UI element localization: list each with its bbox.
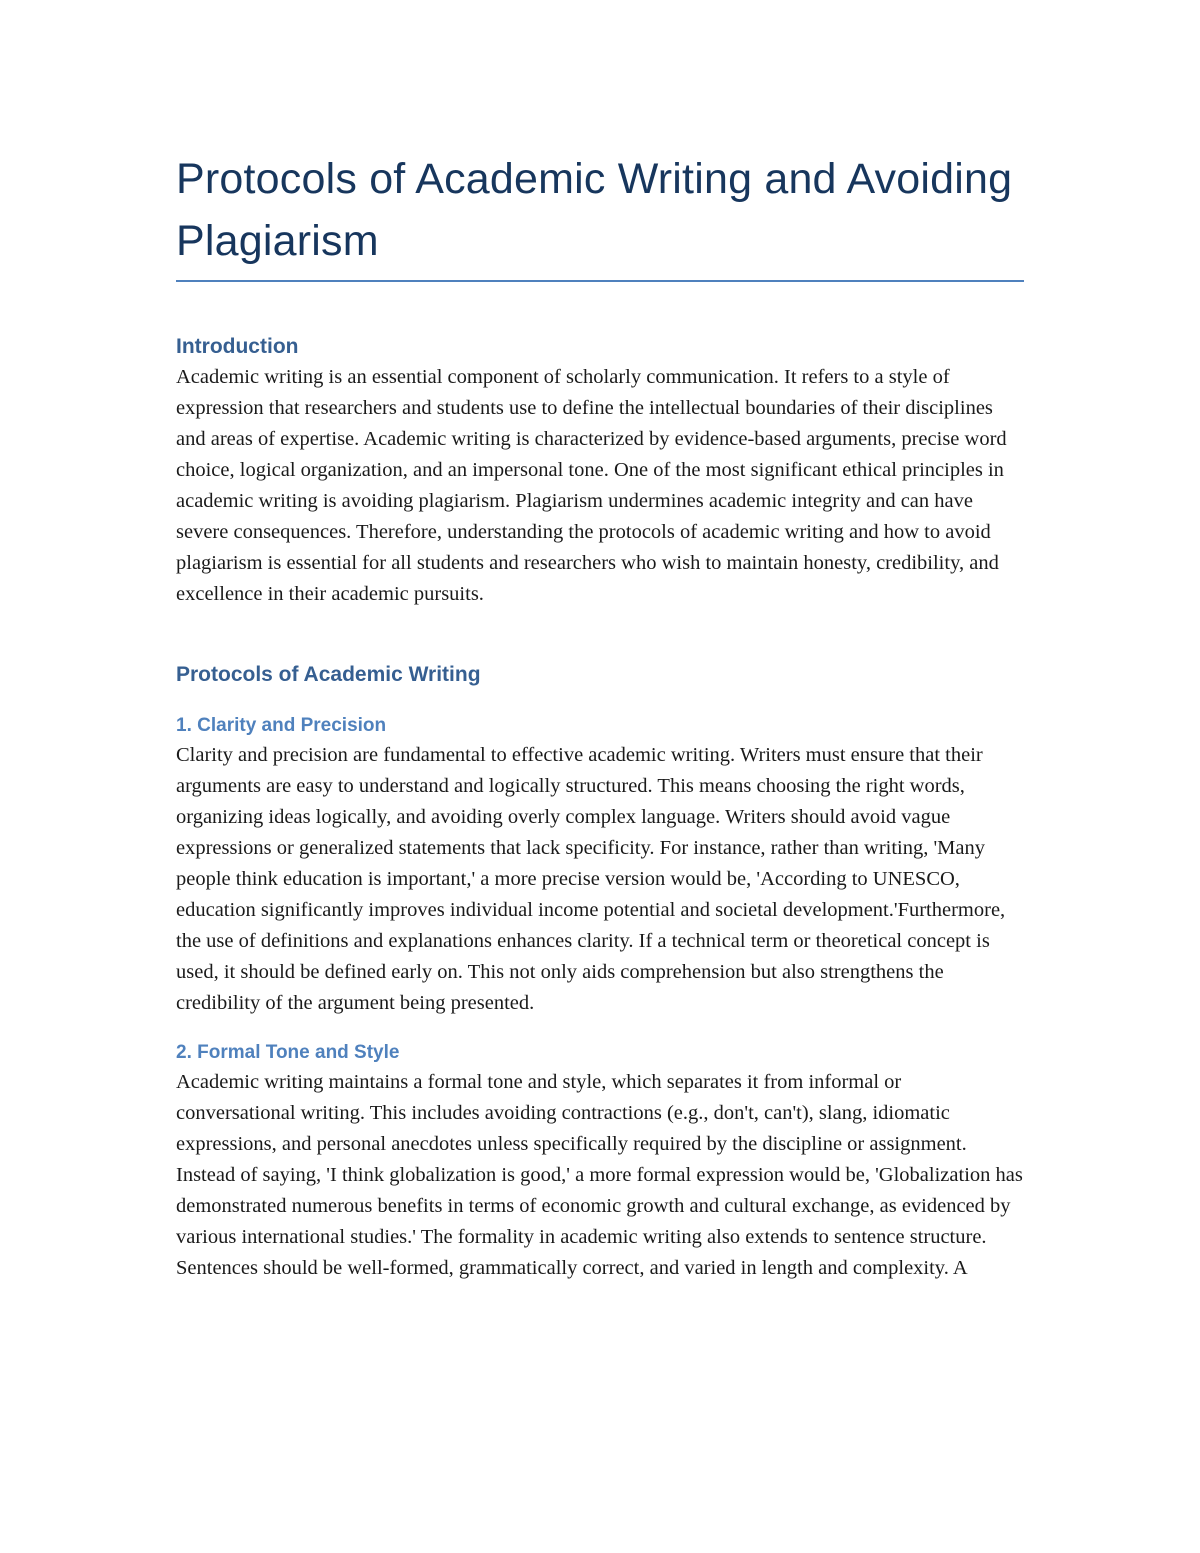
formal-tone-paragraph: Academic writing maintains a formal tone and style, which separates it from informal or conversational writing. This includes avoiding contractions (e.g., don't, can't), slang, idiomatic expressions, and personal anecdotes unless specifically required by the discipline or assignment. Instead of saying, 'I think globalization is good,' a more formal expression would be, 'Globalization has demonstrated numerous benefits in terms of economic growth and cultural exchange, as evidenced by various international studies.' The formality in academic writing also extends to sentence structure. Sentences should be well-formed, grammatically correct, and varied in length and complexity. A xyxy=(176,1071,1023,1279)
subsection-clarity xyxy=(176,712,1024,1019)
title-underline xyxy=(176,280,1024,282)
document-page xyxy=(176,148,1024,1284)
clarity-heading: 1. Clarity and Precision xyxy=(176,715,387,736)
protocols-heading: Protocols of Academic Writing xyxy=(176,663,481,686)
introduction-paragraph: Academic writing is an essential component of scholarly communication. It refers to a style of expression that researchers and students use to define the intellectual boundaries of their disciplines and areas of expertise. Academic writing is characterized by evidence-based arguments, precise word choice, logical organization, and an impersonal tone. One of the most significant ethical principles in academic writing is avoiding plagiarism. Plagiarism undermines academic integrity and can have severe consequences. Therefore, understanding the protocols of academic writing and how to avoid plagiarism is essential for all students and researchers who wish to maintain honesty, credibility, and excellence in their academic pursuits. xyxy=(176,366,1007,605)
section-protocols xyxy=(176,660,1024,1284)
clarity-paragraph: Clarity and precision are fundamental to effective academic writing. Writers must ensure that their arguments are easy to understand and logically structured. This means choosing the right words, organizing ideas logically, and avoiding overly complex language. Writers should avoid vague expressions or generalized statements that lack specificity. For instance, rather than writing, 'Many people think education is important,' a more precise version would be, 'According to UNESCO, education significantly improves individual income potential and societal development.'Furthermore, the use of definitions and explanations enhances clarity. If a technical term or theoretical concept is used, it should be defined early on. This not only aids comprehension but also strengthens the credibility of the argument being presented. xyxy=(176,744,1006,1014)
document-title: Protocols of Academic Writing and Avoiding Plagiarism xyxy=(176,155,1013,265)
introduction-heading: Introduction xyxy=(176,335,299,358)
subsection-formal-tone xyxy=(176,1039,1024,1284)
formal-tone-heading: 2. Formal Tone and Style xyxy=(176,1042,400,1063)
section-introduction xyxy=(176,332,1024,610)
